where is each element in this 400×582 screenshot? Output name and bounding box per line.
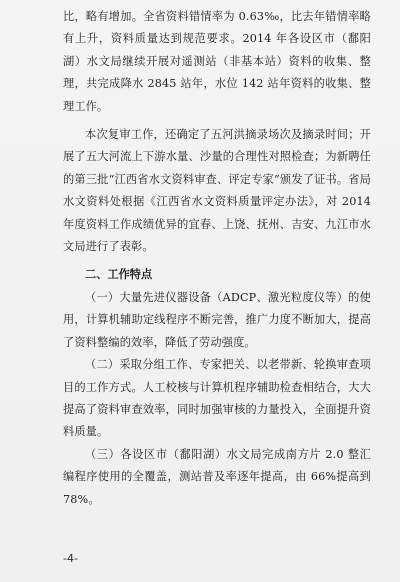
paragraph-continued: 比，略有增加。全省资料错情率为 0.63‰，比去年错情率略有上升，资料质量达到规范要求。2014 年各设区市（鄱阳湖）水文局继续开展对遥测站（非基本站）资料的收集、整理，共完成降水 2845 站年，水位 142 站年资料的收集、整理工作。 [63,10,371,113]
paragraph-review-work: 本次复审工作，还确定了五河洪摘录场次及摘录时间；开展了五大河流上下游水量、沙量的合理性对照检查；为新聘任的第三批“江西省水文资料审查、评定专家”颁发了证书。省局水文资料处根据《江西省水文资料质量评定办法》，对 2014 年度资料工作成绩优异的宜春、上饶、抚州、吉安、九江市水文局进行了表彰。 [63,128,371,254]
page-content [63,6,371,511]
paragraph-feature-one: （一）大量先进仪器设备（ADCP、激光粒度仪等）的使用，计算机辅助定线程序不断完善，推广力度不断加大，提高了资料整编的效率，降低了劳动强度。 [63,290,371,349]
page-number: -4- [63,552,78,565]
paragraph-feature-three: （三）各设区市（鄱阳湖）水文局完成南方片 2.0 整汇编程序使用的全覆盖，测站普及率逐年提高，由 66%提高到 78%。 [63,447,371,506]
section-heading-work-features: 二、工作特点 [85,268,153,282]
paragraph-feature-two: （二）采取分组工作、专家把关、以老带新、轮换审查项目的工作方式。人工校核与计算机程序辅助检查相结合，大大提高了资料审查效率，同时加强审核的力量投入，全面提升资料质量。 [63,358,371,439]
